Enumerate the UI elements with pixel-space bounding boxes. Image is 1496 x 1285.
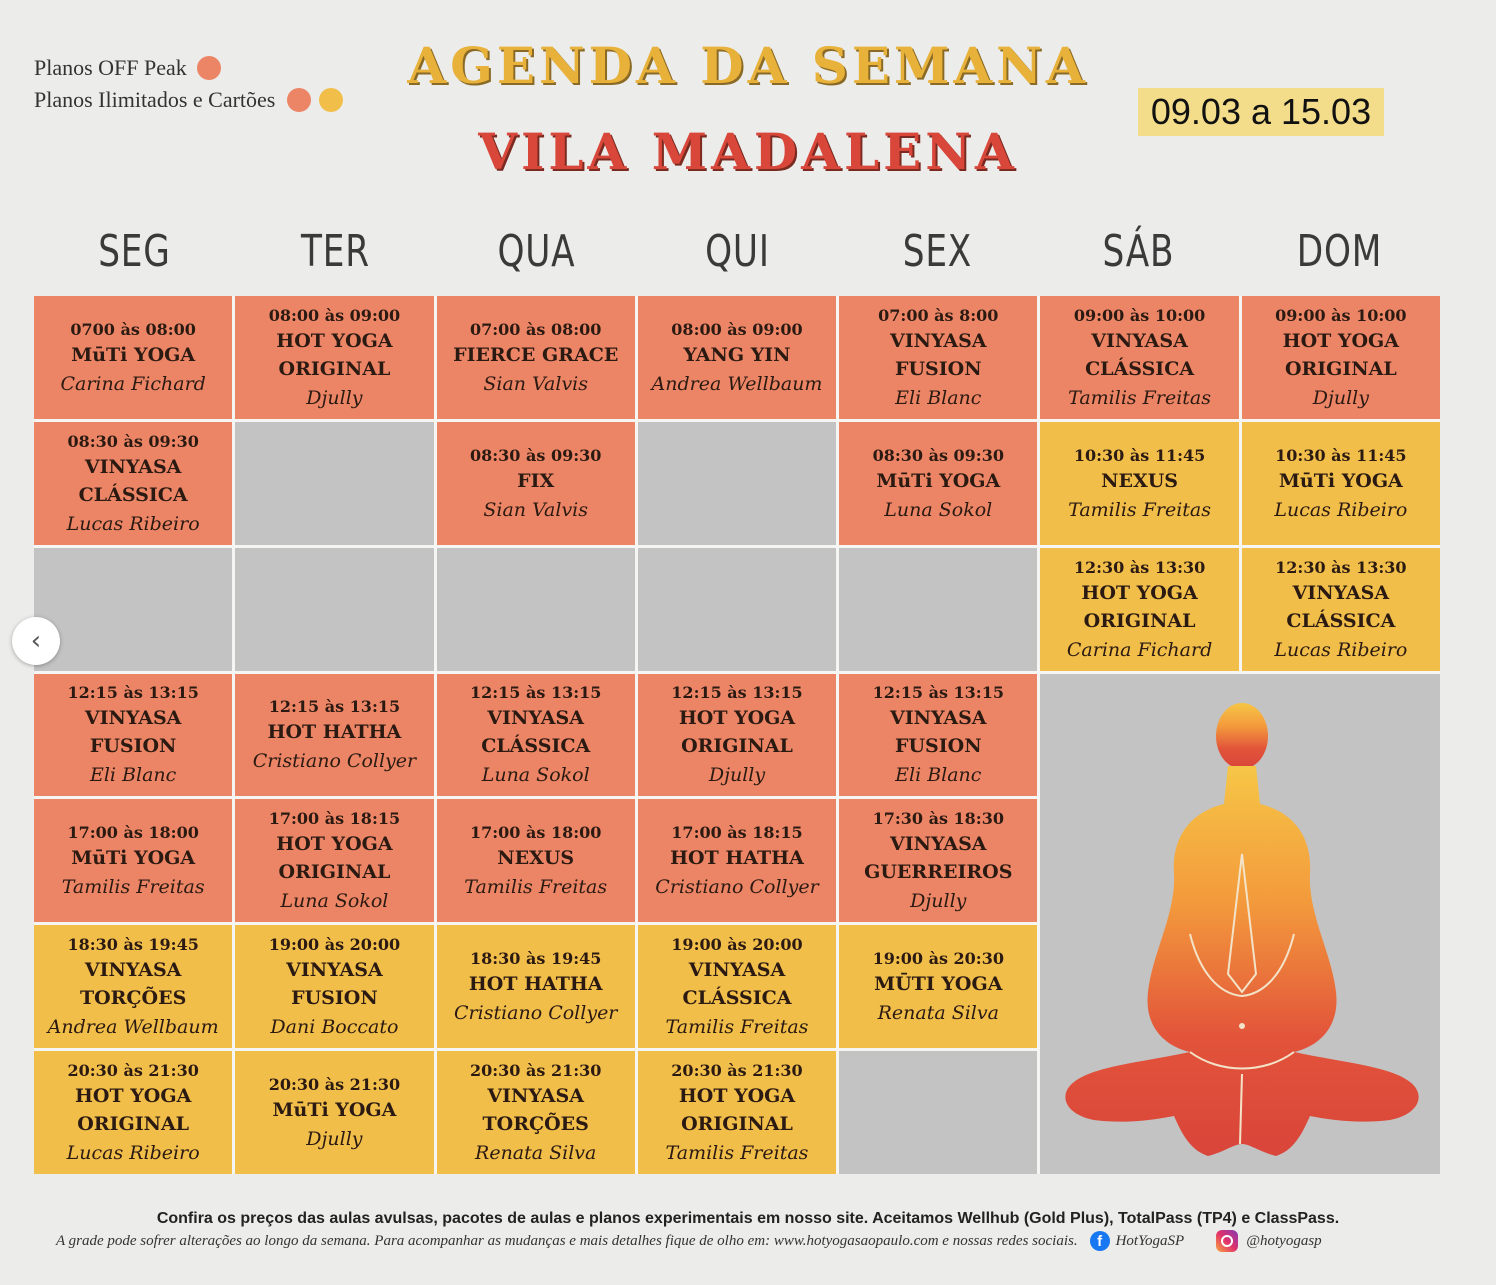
day-header-row: [34, 226, 1440, 288]
class-instructor: Tamilis Freitas: [1068, 498, 1211, 521]
class-time: 07:00 às 08:00: [470, 319, 602, 339]
empty-slot: [839, 1051, 1037, 1174]
class-slot: [1040, 548, 1238, 671]
class-slot: [235, 296, 433, 419]
meditating-person-icon: [1040, 674, 1441, 1173]
class-name: VINYASA FUSION: [84, 707, 182, 758]
class-time: 12:30 às 13:30: [1073, 557, 1206, 577]
day-header: TER: [300, 226, 370, 277]
instagram-link[interactable]: [1196, 1230, 1321, 1252]
class-time: 20:30 às 21:30: [671, 1061, 803, 1081]
class-instructor: Lucas Ribeiro: [66, 1142, 200, 1165]
class-instructor: Tamilis Freitas: [1068, 386, 1211, 409]
date-range-badge: 09.03 a 15.03: [1138, 88, 1384, 136]
class-time: 20:30 às 21:30: [268, 1075, 401, 1095]
class-name: VINYASA TORÇÕES: [79, 959, 187, 1010]
class-name: VINYASA TORÇÕES: [482, 1085, 589, 1136]
class-name: VINYASA FUSION: [890, 707, 987, 758]
class-slot: [1040, 422, 1238, 545]
class-instructor: Andrea Wellbaum: [651, 372, 823, 395]
class-name: MūTi YOGA: [272, 1099, 397, 1122]
class-time: 19:00 às 20:00: [268, 935, 401, 955]
class-name: HOT HATHA: [267, 721, 402, 744]
class-name: YANG YIN: [683, 343, 791, 366]
class-instructor: Eli Blanc: [895, 386, 982, 409]
class-name: FIERCE GRACE: [453, 343, 619, 366]
figure-area: [1040, 674, 1440, 1174]
day-header: SEX: [903, 226, 973, 277]
chevron-left-icon: ‹: [30, 626, 42, 656]
class-instructor: Tamilis Freitas: [665, 1142, 809, 1165]
facebook-handle: HotYogaSP: [1115, 1232, 1185, 1249]
class-instructor: Tamilis Freitas: [464, 876, 608, 899]
class-slot: [1040, 296, 1238, 419]
class-name: FIX: [517, 469, 555, 492]
class-time: 10:30 às 11:45: [1275, 445, 1407, 465]
class-time: 12:15 às 13:15: [470, 683, 602, 703]
previous-slide-button[interactable]: [12, 617, 60, 665]
class-time: 08:30 às 09:30: [470, 445, 602, 465]
empty-slot: [437, 548, 635, 671]
class-name: HOT YOGA ORIGINAL: [678, 1085, 796, 1136]
class-name: HOT HATHA: [670, 847, 804, 870]
class-time: 18:30 às 19:45: [470, 949, 602, 969]
class-slot: [437, 1051, 635, 1174]
class-instructor: Lucas Ribeiro: [66, 512, 200, 535]
class-name: MŪTI YOGA: [874, 973, 1003, 996]
class-instructor: Lucas Ribeiro: [1274, 638, 1408, 661]
class-slot: [34, 1051, 232, 1174]
class-name: HOT YOGA ORIGINAL: [1081, 581, 1198, 632]
class-name: HOT YOGA ORIGINAL: [74, 1085, 192, 1136]
class-instructor: Luna Sokol: [884, 498, 993, 521]
class-slot: [437, 799, 635, 922]
class-name: VINYASA FUSION: [286, 959, 383, 1010]
class-instructor: Sian Valvis: [483, 372, 589, 395]
class-instructor: Djully: [910, 890, 967, 913]
class-time: 07:00 às 8:00: [878, 305, 999, 325]
class-instructor: Renata Silva: [877, 1002, 999, 1025]
class-name: MūTi YOGA: [876, 469, 1001, 492]
class-slot: [638, 799, 836, 922]
class-slot: [1242, 296, 1440, 419]
class-slot: [34, 925, 232, 1048]
empty-slot: [638, 548, 836, 671]
class-instructor: Cristiano Collyer: [655, 876, 819, 899]
class-time: 17:00 às 18:00: [67, 823, 199, 843]
class-time: 19:00 às 20:00: [671, 935, 803, 955]
day-header: SEG: [98, 226, 171, 277]
class-slot: [839, 674, 1037, 797]
facebook-icon: f: [1090, 1231, 1110, 1251]
class-time: 12:15 às 13:15: [671, 683, 803, 703]
class-name: NEXUS: [1101, 469, 1178, 492]
class-name: HOT YOGA ORIGINAL: [276, 329, 393, 380]
class-slot: [437, 422, 635, 545]
class-time: 08:00 às 09:00: [268, 305, 401, 325]
legend-off-peak-label: Planos OFF Peak: [34, 55, 187, 80]
class-slot: [638, 296, 836, 419]
empty-slot: [638, 422, 836, 545]
class-instructor: Cristiano Collyer: [454, 1002, 618, 1025]
class-name: VINYASA CLÁSSICA: [481, 707, 591, 758]
facebook-link[interactable]: [1090, 1231, 1185, 1251]
class-slot: [839, 422, 1037, 545]
class-slot: [638, 925, 836, 1048]
schedule-grid: [34, 296, 1440, 1174]
class-time: 12:15 às 13:15: [872, 683, 1004, 703]
class-name: VINYASA FUSION: [890, 329, 987, 380]
class-instructor: Carina Fichard: [1066, 638, 1213, 661]
class-slot: [638, 674, 836, 797]
class-instructor: Eli Blanc: [89, 764, 177, 787]
class-name: MūTi YOGA: [71, 847, 196, 870]
class-time: 19:00 às 20:30: [872, 949, 1004, 969]
class-time: 12:30 às 13:30: [1275, 557, 1407, 577]
class-time: 10:30 às 11:45: [1073, 445, 1206, 465]
empty-slot: [235, 548, 433, 671]
class-instructor: Tamilis Freitas: [61, 876, 205, 899]
class-name: VINYASA CLÁSSICA: [1085, 329, 1195, 380]
class-slot: [437, 925, 635, 1048]
class-time: 17:00 às 18:00: [470, 823, 602, 843]
class-instructor: Dani Boccato: [270, 1016, 399, 1039]
class-time: 08:30 às 09:30: [67, 431, 199, 451]
location-title: VILA MADALENA: [478, 122, 1018, 181]
page-title: AGENDA DA SEMANA: [407, 36, 1089, 95]
class-instructor: Cristiano Collyer: [252, 750, 417, 773]
class-name: HOT YOGA ORIGINAL: [276, 833, 393, 884]
class-instructor: Renata Silva: [475, 1142, 597, 1165]
class-instructor: Carina Fichard: [60, 372, 206, 395]
class-slot: [839, 296, 1037, 419]
day-header: SÁB: [1102, 226, 1175, 277]
class-instructor: Andrea Wellbaum: [47, 1016, 219, 1039]
class-instructor: Djully: [306, 386, 363, 409]
class-instructor: Lucas Ribeiro: [1274, 498, 1408, 521]
footer-info: Confira os preços das aulas avulsas, pacotes de aulas e planos experimentais em nosso site. Aceitamos Wellhub (Gold Plus), TotalPass (TP4) e ClassPass.: [156, 1210, 1340, 1227]
class-name: HOT YOGA ORIGINAL: [1282, 329, 1400, 380]
class-instructor: Luna Sokol: [280, 890, 389, 913]
class-slot: [839, 799, 1037, 922]
class-slot: [235, 925, 433, 1048]
instagram-icon: [1216, 1230, 1238, 1252]
class-time: 20:30 às 21:30: [67, 1061, 199, 1081]
class-time: 12:15 às 13:15: [268, 697, 401, 717]
class-instructor: Luna Sokol: [481, 764, 590, 787]
class-time: 18:30 às 19:45: [67, 935, 199, 955]
class-time: 17:00 às 18:15: [268, 809, 401, 829]
day-header: DOM: [1296, 226, 1383, 277]
class-instructor: Sian Valvis: [483, 498, 589, 521]
class-slot: [839, 925, 1037, 1048]
class-instructor: Djully: [306, 1128, 363, 1151]
empty-slot: [839, 548, 1037, 671]
class-name: MūTi YOGA: [71, 343, 196, 366]
class-name: HOT YOGA ORIGINAL: [678, 707, 796, 758]
class-slot: [235, 674, 433, 797]
class-slot: [1242, 548, 1440, 671]
class-time: 08:30 às 09:30: [872, 445, 1004, 465]
footer-notice: [56, 1230, 1456, 1252]
class-time: 09:00 às 10:00: [1073, 305, 1206, 325]
class-slot: [235, 799, 433, 922]
footer-notice-text: A grade pode sofrer alterações ao longo da semana. Para acompanhar as mudanças e mais detalhes fique de olho em: www.hotyogasaopaulo.com e nossas redes sociais.: [56, 1232, 1078, 1249]
class-time: 12:15 às 13:15: [67, 683, 199, 703]
empty-slot: [235, 422, 433, 545]
class-name: NEXUS: [497, 847, 575, 870]
class-slot: [1242, 422, 1440, 545]
class-instructor: Djully: [708, 764, 766, 787]
class-slot: [235, 1051, 433, 1174]
class-name: HOT HATHA: [468, 973, 603, 996]
class-slot: [34, 422, 232, 545]
class-slot: [437, 296, 635, 419]
class-time: 08:00 às 09:00: [671, 319, 803, 339]
class-slot: [34, 674, 232, 797]
class-time: 17:30 às 18:30: [872, 809, 1004, 829]
legend-unlimited-label: Planos Ilimitados e Cartões: [34, 87, 276, 112]
class-instructor: Eli Blanc: [895, 764, 982, 787]
class-slot: [34, 296, 232, 419]
class-time: 09:00 às 10:00: [1275, 305, 1407, 325]
class-instructor: Djully: [1312, 386, 1369, 409]
empty-slot: [34, 548, 232, 671]
class-slot: [437, 674, 635, 797]
instagram-handle: @hotyogasp: [1246, 1232, 1322, 1249]
class-time: 0700 às 08:00: [70, 319, 196, 339]
class-name: VINYASA GUERREIROS: [864, 833, 1013, 884]
class-name: MūTi YOGA: [1278, 469, 1403, 492]
class-name: VINYASA CLÁSSICA: [682, 959, 792, 1010]
class-instructor: Tamilis Freitas: [665, 1016, 809, 1039]
day-header: QUA: [497, 226, 576, 277]
class-time: 20:30 às 21:30: [470, 1061, 602, 1081]
class-name: VINYASA CLÁSSICA: [78, 455, 188, 506]
class-slot: [34, 799, 232, 922]
class-time: 17:00 às 18:15: [671, 823, 803, 843]
class-slot: [638, 1051, 836, 1174]
day-header: QUI: [704, 226, 770, 277]
class-name: VINYASA CLÁSSICA: [1286, 581, 1396, 632]
